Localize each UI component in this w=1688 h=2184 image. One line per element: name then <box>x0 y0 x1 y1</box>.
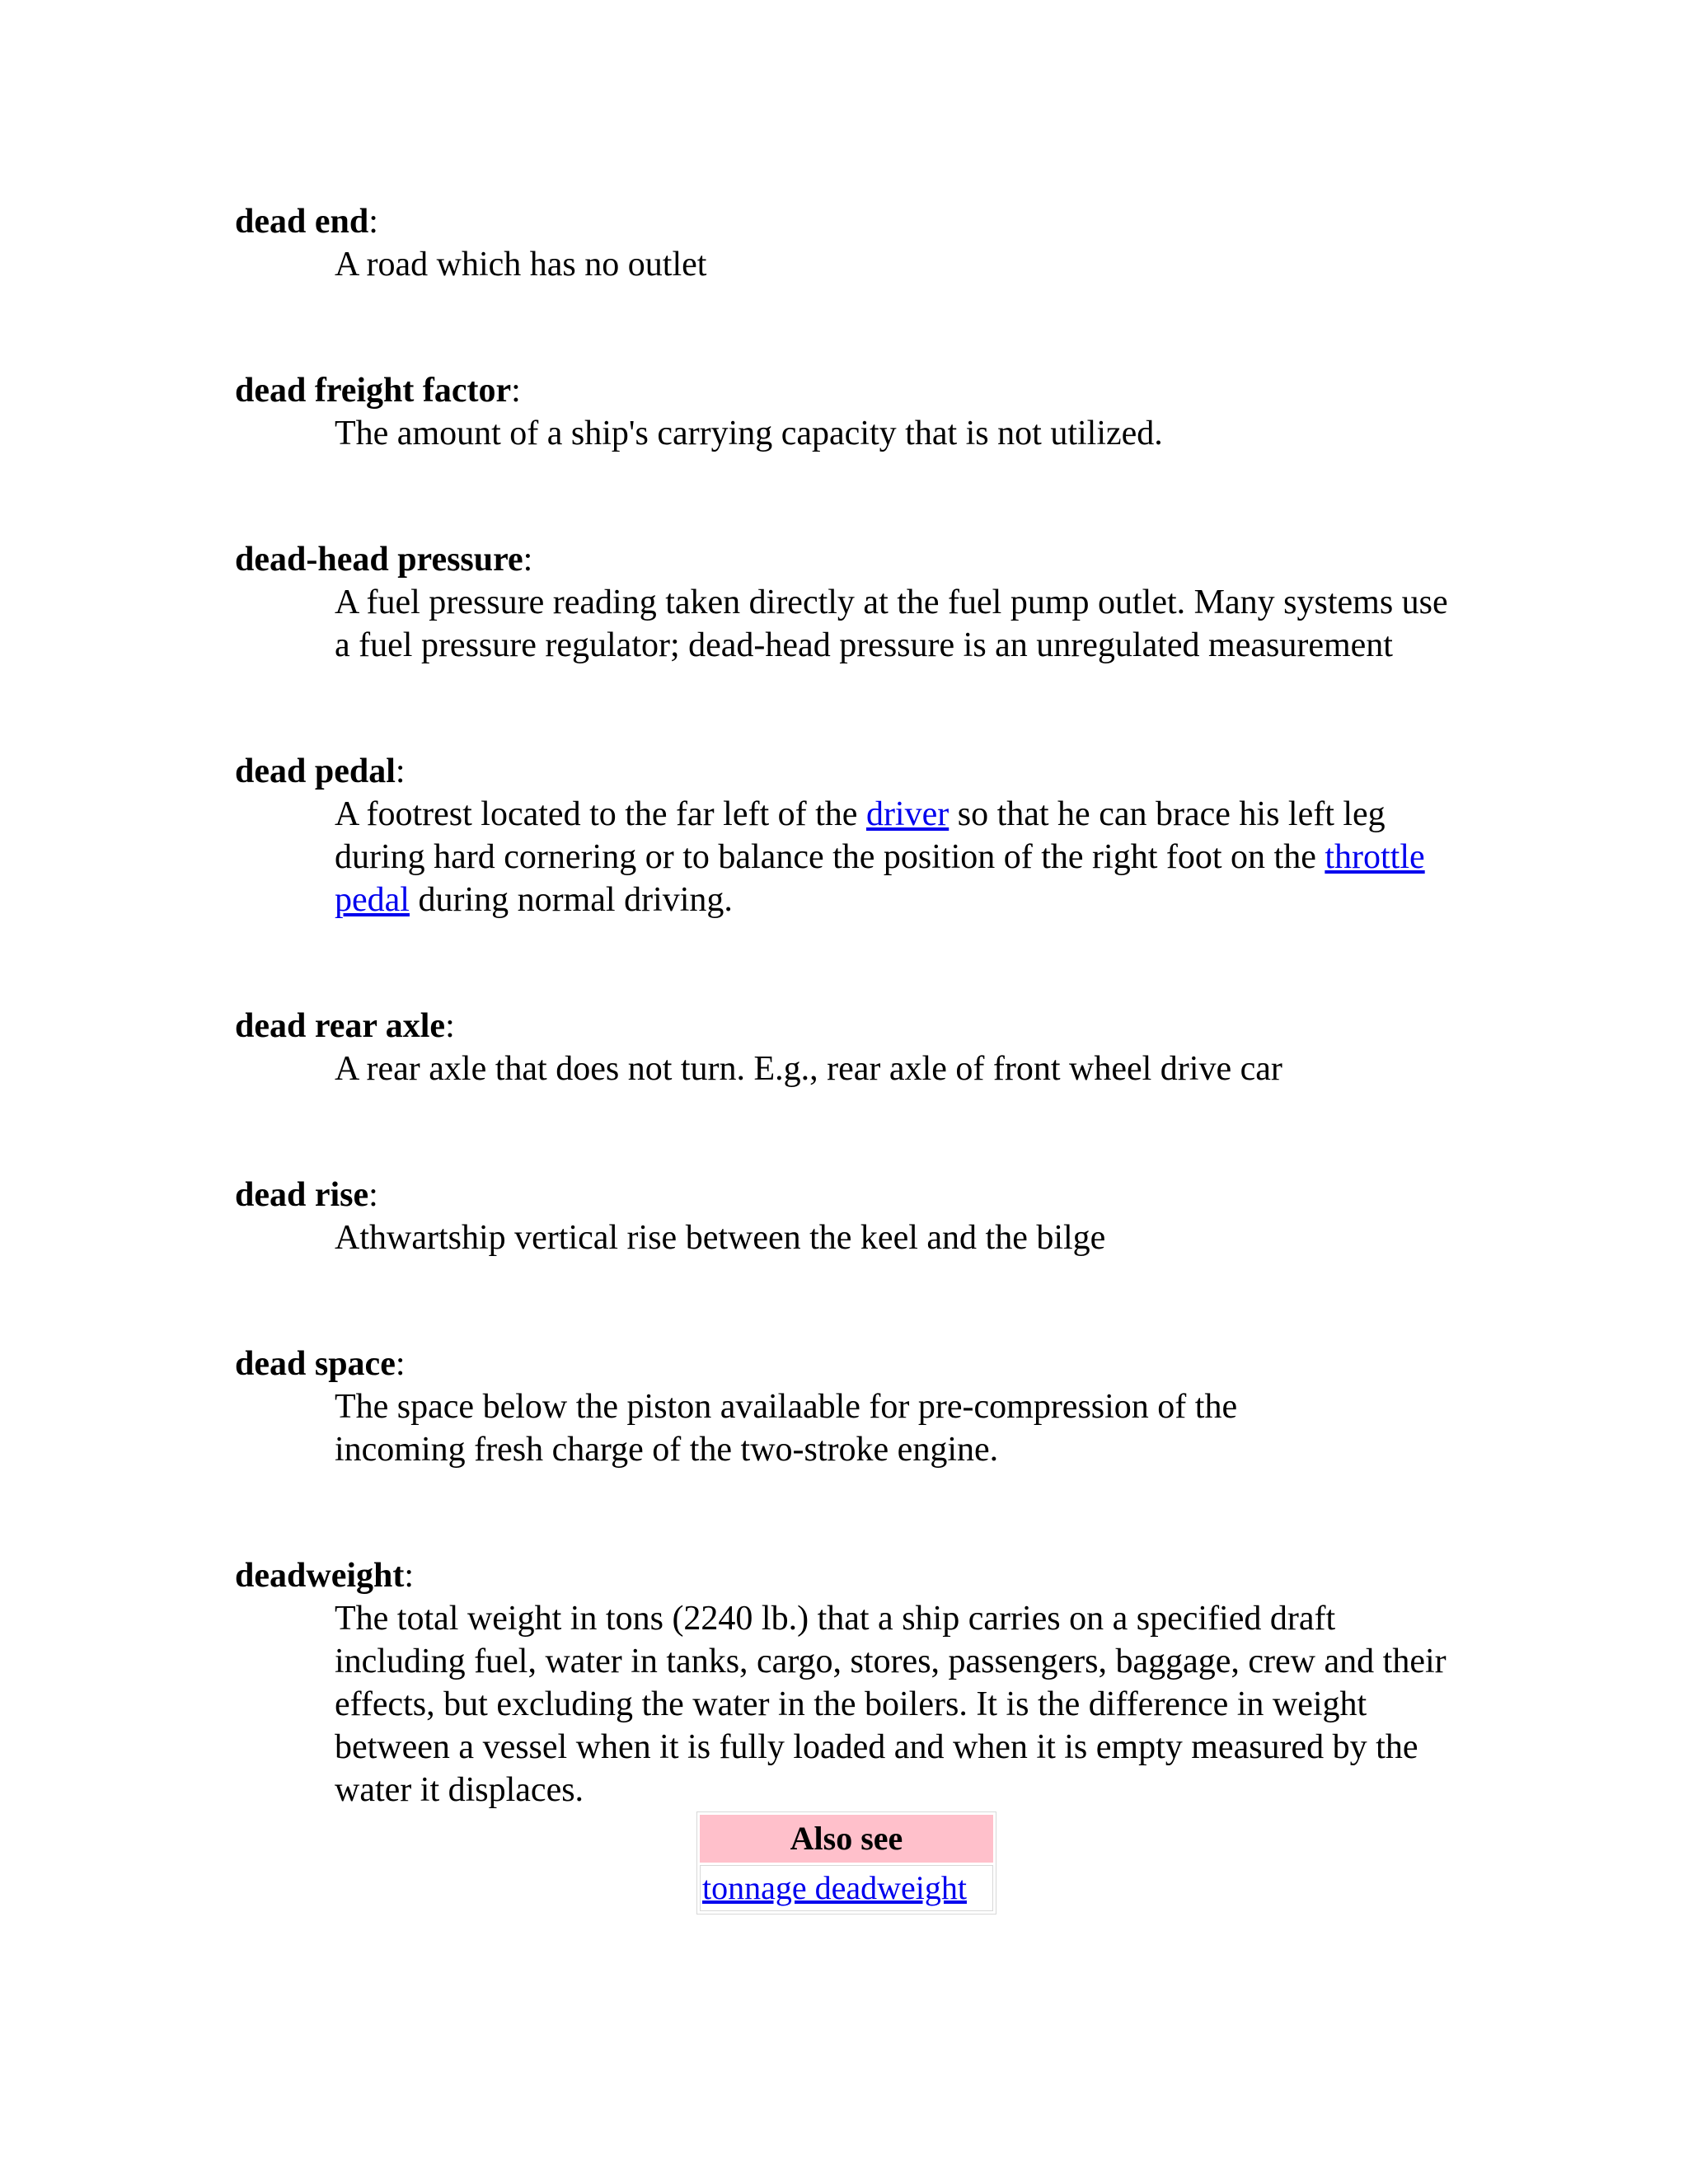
term: deadweight <box>235 1557 405 1595</box>
term-colon: : <box>395 752 406 790</box>
term-colon: : <box>511 372 521 410</box>
entry-dead-end <box>235 200 1471 286</box>
definition-text: so that he can brace his left leg during hard cornering or to balance the position of the right foot on the <box>335 795 1386 876</box>
definition-text: Athwartship vertical rise between the keel and the bilge <box>335 1219 1106 1257</box>
term-line <box>235 750 1471 793</box>
definition-text: The total weight in tons (2240 lb.) that a ship carries on a specified draft including fuel, water in tanks, cargo, stores, passengers, baggage, crew and their effects, but excluding the water in the boilers. It is the difference in weight between a vessel when it is fully loaded and when it is empty measured by the water it displaces. <box>335 1600 1447 1809</box>
also-see-row <box>700 1865 993 1911</box>
term: dead space <box>235 1345 396 1383</box>
definition <box>335 1385 1365 1471</box>
throttle-pedal-link[interactable]: throttle pedal <box>335 838 1425 919</box>
term-line <box>235 1174 1471 1216</box>
entry-dead-rise <box>235 1174 1471 1259</box>
entry-deadweight <box>235 1554 1471 1915</box>
term-line <box>235 200 1471 243</box>
also-see-cell <box>700 1865 993 1911</box>
definition-text: A road which has no outlet <box>335 246 707 284</box>
definition <box>335 1597 1472 1811</box>
term-line <box>235 1343 1471 1385</box>
term-line <box>235 1005 1471 1047</box>
entry-dead-space <box>235 1343 1471 1471</box>
term-colon: : <box>445 1007 455 1045</box>
also-see-table <box>696 1811 996 1915</box>
term: dead rear axle <box>235 1007 446 1045</box>
definition <box>335 1216 1472 1259</box>
term: dead-head pressure <box>235 541 523 579</box>
entry-dead-head-pressure <box>235 538 1471 667</box>
tonnage-deadweight-link[interactable]: tonnage deadweight <box>702 1869 967 1906</box>
term: dead rise <box>235 1176 369 1214</box>
definition <box>335 243 1472 286</box>
entry-dead-pedal <box>235 750 1471 921</box>
entry-dead-rear-axle <box>235 1005 1471 1090</box>
definition-text: The amount of a ship's carrying capacity that is not utilized. <box>335 415 1163 452</box>
definition-text: A fuel pressure reading taken directly at the fuel pump outlet. Many systems use a fuel pressure regulator; dead-head pressure is an unregulated measurement <box>335 583 1448 664</box>
term: dead freight factor <box>235 372 512 410</box>
term-line <box>235 369 1471 412</box>
entry-dead-freight-factor <box>235 369 1471 455</box>
definition <box>335 1047 1472 1090</box>
term: dead end <box>235 203 369 241</box>
definition-text: The space below the piston availaable for pre-compression of the incoming fresh charge of the two-stroke engine. <box>335 1388 1238 1469</box>
definition-text: A footrest located to the far left of the <box>335 795 866 833</box>
driver-link[interactable]: driver <box>865 795 950 833</box>
term: dead pedal <box>235 752 396 790</box>
definition <box>335 412 1472 455</box>
definition-text: A rear axle that does not turn. E.g., rear axle of front wheel drive car <box>335 1050 1282 1088</box>
term-colon: : <box>368 1176 378 1214</box>
definition <box>335 581 1464 667</box>
term-colon: : <box>395 1345 406 1383</box>
definition <box>335 793 1464 921</box>
term-line <box>235 538 1471 581</box>
also-see-header: Also see <box>700 1815 993 1863</box>
definition-text: during normal driving. <box>409 881 733 919</box>
also-see-header-row <box>700 1815 993 1863</box>
term-colon: : <box>404 1557 415 1595</box>
term-colon: : <box>368 203 378 241</box>
glossary-page <box>235 200 1471 1915</box>
term-colon: : <box>523 541 533 579</box>
term-line <box>235 1554 1471 1597</box>
